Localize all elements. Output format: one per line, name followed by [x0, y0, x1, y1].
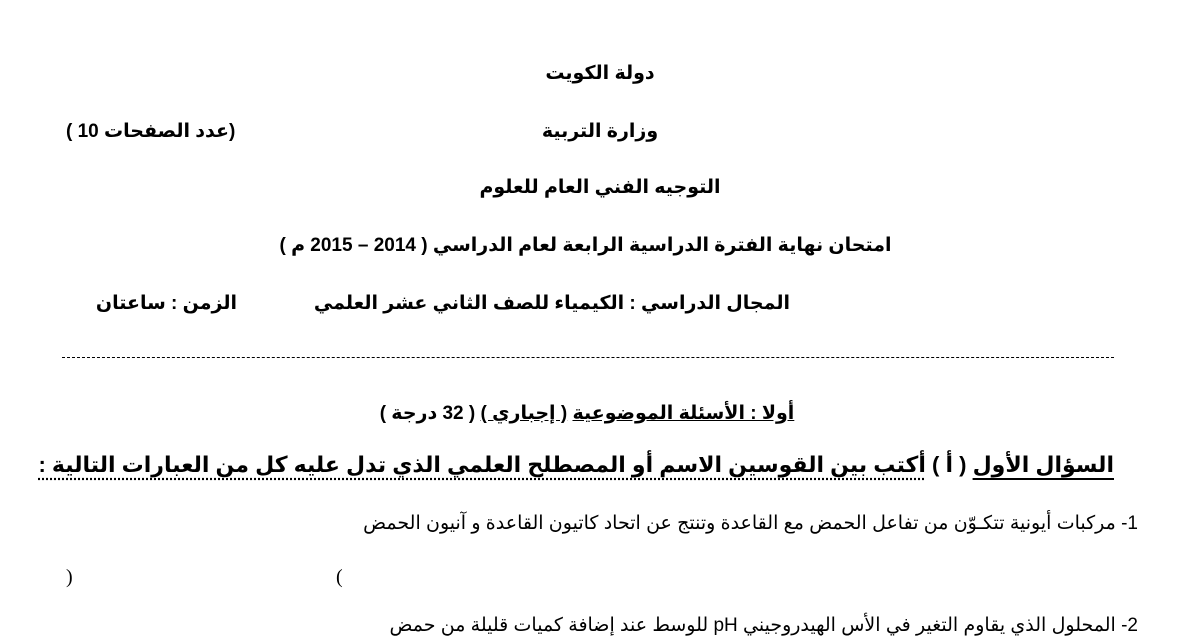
exam-title: امتحان نهاية الفترة الدراسية الرابعة لعام الدراسي ( 2014 – 2015 م )	[279, 235, 892, 256]
section-title-marks: ( 32 درجة )	[379, 403, 476, 424]
item-1-answer-close: )	[66, 566, 73, 588]
header-country: دولة الكويت	[545, 63, 655, 84]
question1-header	[38, 452, 1114, 478]
question1-part: ( أ )	[932, 452, 967, 477]
exam-subject: المجال الدراسي : الكيمياء للصف الثاني عشر العلمي	[313, 293, 790, 314]
item-1-answer-open: (	[336, 566, 343, 588]
section-divider	[62, 357, 1114, 358]
item-2-text: 2- المحلول الذي يقاوم التغير في الأس الهيدروجيني pH للوسط عند إضافة كميات قليلة من حمض	[389, 615, 1138, 636]
item-1-text: 1- مركبات أيونية تتكـوّن من تفاعل الحمض مع القاعدة وتنتج عن اتحاد كاتيون القاعدة و آنيون الحمض	[363, 513, 1138, 534]
header-supervision: التوجيه الفني العام للعلوم	[479, 177, 721, 198]
section-title-main: أولا : الأسئلة الموضوعية	[572, 403, 795, 424]
question1-instruction: أكتب بين القوسين الاسم أو المصطلح العلمي الذي تدل عليه كل من العبارات التالية :	[38, 452, 926, 477]
header-pages-count: (عدد الصفحات 10 )	[66, 121, 236, 142]
section-title-mandatory: ( إجباري )	[480, 403, 568, 424]
question1-label: السؤال الأول	[972, 452, 1114, 477]
exam-time: الزمن : ساعتان	[95, 293, 237, 314]
header-ministry: وزارة التربية	[541, 121, 659, 142]
section-title	[352, 402, 822, 425]
